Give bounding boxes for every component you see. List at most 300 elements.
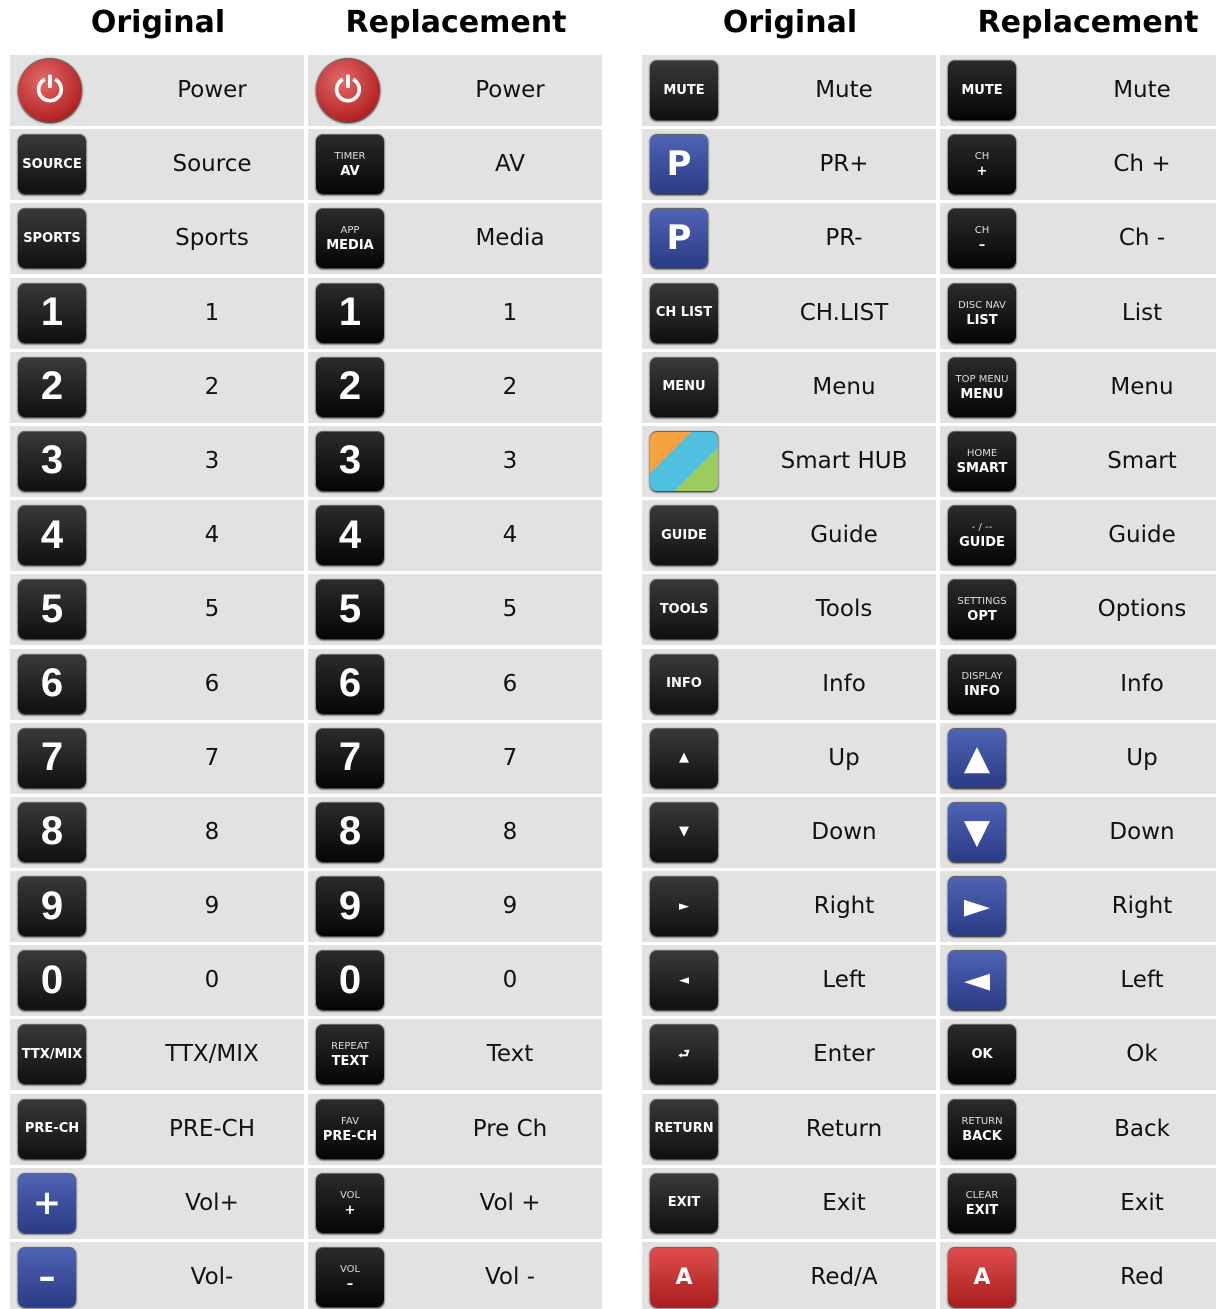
- replacement-cell: [308, 871, 602, 942]
- button-secondary-label: CH: [974, 151, 990, 163]
- replacement-label: 9: [502, 893, 518, 920]
- digit-6-icon: [316, 654, 384, 714]
- replacement-cell: [308, 649, 602, 720]
- table-row: [10, 129, 602, 203]
- button-main-label: –: [346, 1277, 354, 1292]
- table-row: [642, 797, 1216, 871]
- right-header-row: [642, 0, 1216, 55]
- replacement-label: Smart: [1107, 447, 1177, 474]
- ok-button-icon: [948, 1024, 1016, 1084]
- table-row: [10, 945, 602, 1019]
- ch-plus-icon: [948, 134, 1016, 194]
- replacement-label: 6: [502, 670, 518, 697]
- original-cell: [642, 278, 936, 349]
- original-label: PR+: [819, 151, 869, 178]
- replacement-label: 3: [502, 447, 518, 474]
- original-label: 6: [204, 670, 220, 697]
- replacement-cell: [308, 278, 602, 349]
- pr-minus-icon: [650, 208, 708, 268]
- button-secondary-label: REPEAT: [331, 1041, 369, 1053]
- button-secondary-label: - / --: [971, 522, 993, 534]
- table-row: [10, 574, 602, 648]
- source-button-icon: [18, 134, 86, 194]
- replacement-label: 5: [502, 596, 518, 623]
- original-cell: [642, 203, 936, 274]
- header-original: Original: [90, 5, 226, 40]
- header-replacement: Replacement: [977, 5, 1199, 40]
- right-arrow-icon: [948, 876, 1006, 936]
- button-main-label: 9: [40, 883, 64, 928]
- replacement-cell: [940, 871, 1216, 942]
- power-icon: [316, 58, 380, 122]
- digit-9-icon: [316, 876, 384, 936]
- button-secondary-label: DISPLAY: [961, 670, 1003, 682]
- button-main-label: RETURN: [654, 1121, 714, 1137]
- button-main-label: +: [344, 1202, 356, 1218]
- replacement-cell: [308, 352, 602, 423]
- original-cell: [10, 55, 304, 126]
- replacement-label: 4: [502, 522, 518, 549]
- original-cell: [10, 649, 304, 720]
- table-row: [10, 723, 602, 797]
- original-label: Tools: [815, 596, 873, 623]
- replacement-cell: [940, 723, 1216, 794]
- original-cell: [10, 1242, 304, 1309]
- original-cell: [10, 426, 304, 497]
- button-main-label: MUTE: [663, 82, 705, 98]
- original-cell: [10, 871, 304, 942]
- replacement-label: Vol +: [479, 1189, 541, 1216]
- button-main-label: 7: [338, 735, 362, 780]
- original-label: 7: [204, 744, 220, 771]
- replacement-cell: [308, 129, 602, 200]
- button-secondary-label: TIMER: [334, 151, 366, 163]
- media-button-icon: [316, 208, 384, 268]
- original-label: 5: [204, 596, 220, 623]
- button-main-label: 0: [338, 957, 362, 1002]
- button-main-label: INFO: [666, 676, 702, 691]
- digit-3-icon: [316, 431, 384, 491]
- digit-2-icon: [316, 357, 384, 417]
- original-cell: [10, 1168, 304, 1239]
- button-secondary-label: CLEAR: [965, 1189, 999, 1201]
- button-main-label: MUTE: [961, 82, 1003, 98]
- table-row: [642, 203, 1216, 277]
- button-main-label: OPT: [967, 609, 997, 625]
- button-main-label: SOURCE: [22, 156, 82, 172]
- button-main-label: INFO: [964, 683, 1000, 699]
- replacement-cell: [940, 500, 1216, 571]
- left-arrow-icon: [650, 950, 718, 1010]
- table-row: [10, 278, 602, 352]
- replacement-label: Ch -: [1118, 225, 1166, 252]
- info-button-icon: [948, 654, 1016, 714]
- smart-hub-icon: [650, 431, 718, 491]
- menu-button-icon: [948, 357, 1016, 417]
- table-row: [642, 278, 1216, 352]
- original-cell: [642, 1019, 936, 1090]
- original-label: Red/A: [810, 1264, 878, 1290]
- table-row: [642, 1242, 1216, 1309]
- replacement-cell: [940, 1094, 1216, 1165]
- original-cell: [10, 500, 304, 571]
- replacement-cell: [308, 500, 602, 571]
- table-row: [642, 1168, 1216, 1242]
- replacement-label: List: [1121, 299, 1163, 326]
- button-main-label: GUIDE: [959, 535, 1005, 551]
- enter-icon: [650, 1024, 718, 1084]
- original-cell: [642, 797, 936, 868]
- right-arrow-icon: [650, 876, 718, 936]
- replacement-cell: [940, 203, 1216, 274]
- original-label: PR-: [825, 225, 863, 252]
- button-main-label: +: [32, 1182, 62, 1223]
- digit-6-icon: [18, 654, 86, 714]
- button-main-label: –: [978, 238, 986, 254]
- original-cell: [10, 1094, 304, 1165]
- replacement-cell: [308, 797, 602, 868]
- original-label: Left: [822, 967, 866, 994]
- digit-5-icon: [18, 579, 86, 639]
- original-label: Up: [828, 744, 860, 771]
- left-arrow-icon: [948, 950, 1006, 1010]
- original-cell: [642, 1094, 936, 1165]
- original-label: Power: [177, 77, 247, 103]
- power-icon: [18, 58, 82, 122]
- replacement-label: Pre Ch: [472, 1115, 548, 1142]
- exit-button-icon: [948, 1173, 1016, 1233]
- button-main-label: ▲: [679, 750, 689, 766]
- table-row: [10, 1094, 602, 1168]
- replacement-cell: [940, 352, 1216, 423]
- replacement-cell: [308, 1094, 602, 1165]
- button-main-label: AV: [340, 164, 360, 180]
- button-main-label: PRE-CH: [322, 1128, 378, 1144]
- replacement-label: Vol -: [484, 1264, 536, 1290]
- button-main-label: TOOLS: [659, 601, 709, 617]
- original-label: Exit: [822, 1189, 866, 1216]
- replacement-cell: [308, 723, 602, 794]
- button-secondary-label: RETURN: [961, 1115, 1003, 1127]
- menu-button-icon: [650, 357, 718, 417]
- button-main-label: 3: [338, 438, 362, 483]
- original-label: TTX/MIX: [165, 1041, 259, 1068]
- replacement-label: Options: [1097, 596, 1187, 623]
- vol-minus-icon: [316, 1247, 384, 1307]
- original-label: Smart HUB: [780, 447, 908, 474]
- replacement-label: Back: [1114, 1115, 1170, 1142]
- table-row: [10, 55, 602, 129]
- replacement-label: Up: [1126, 744, 1158, 771]
- replacement-label: 2: [502, 373, 518, 400]
- replacement-cell: [940, 1242, 1216, 1309]
- replacement-cell: [308, 1168, 602, 1239]
- button-main-label: A: [973, 1264, 991, 1290]
- table-row: [642, 649, 1216, 723]
- pr-plus-icon: [650, 134, 708, 194]
- text-button-icon: [316, 1024, 384, 1084]
- replacement-cell: [308, 1019, 602, 1090]
- ch-list-button-icon: [650, 283, 718, 343]
- original-cell: [642, 945, 936, 1016]
- original-label: Vol-: [190, 1264, 234, 1290]
- digit-1-icon: [316, 283, 384, 343]
- av-button-icon: [316, 134, 384, 194]
- button-main-label: ▼: [679, 824, 689, 840]
- ch-minus-icon: [948, 208, 1016, 268]
- button-main-label: 3: [40, 438, 64, 483]
- table-row: [10, 1168, 602, 1242]
- original-label: Down: [811, 818, 877, 845]
- original-label: 4: [204, 522, 220, 549]
- original-cell: [10, 723, 304, 794]
- digit-8-icon: [316, 802, 384, 862]
- original-cell: [642, 129, 936, 200]
- button-main-label: 0: [40, 957, 64, 1002]
- replacement-label: Left: [1120, 967, 1164, 994]
- button-main-label: +: [976, 164, 988, 180]
- button-main-label: MEDIA: [326, 238, 374, 254]
- replacement-cell: [308, 1242, 602, 1309]
- button-main-label: 1: [40, 290, 64, 335]
- replacement-cell: [940, 278, 1216, 349]
- original-label: Sports: [175, 225, 249, 252]
- original-cell: [642, 500, 936, 571]
- table-row: [10, 1242, 602, 1309]
- button-main-label: P: [666, 218, 692, 259]
- replacement-label: Down: [1109, 818, 1175, 845]
- digit-7-icon: [316, 728, 384, 788]
- button-main-label: 4: [40, 512, 64, 557]
- replacement-cell: [308, 55, 602, 126]
- button-secondary-label: TOP MENU: [955, 373, 1009, 385]
- digit-3-icon: [18, 431, 86, 491]
- button-main-label: SMART: [956, 460, 1008, 476]
- replacement-cell: [940, 55, 1216, 126]
- table-row: [642, 352, 1216, 426]
- tools-button-icon: [650, 579, 718, 639]
- replacement-cell: [940, 1168, 1216, 1239]
- button-secondary-label: SETTINGS: [957, 596, 1007, 608]
- replacement-label: Red: [1120, 1264, 1164, 1290]
- original-cell: [10, 574, 304, 645]
- button-main-label: EXIT: [965, 1202, 999, 1218]
- replacement-label: Mute: [1113, 77, 1171, 103]
- up-arrow-icon: [948, 728, 1006, 788]
- table-row: [642, 129, 1216, 203]
- button-secondary-label: HOME: [966, 447, 998, 459]
- exit-button-icon: [650, 1173, 718, 1233]
- button-main-label: 8: [338, 809, 362, 854]
- digit-8-icon: [18, 802, 86, 862]
- return-button-icon: [650, 1099, 718, 1159]
- original-label: 1: [204, 299, 220, 326]
- down-arrow-icon: [650, 802, 718, 862]
- button-main-label: ⮐: [678, 1046, 690, 1062]
- original-label: Enter: [813, 1041, 875, 1068]
- original-cell: [10, 129, 304, 200]
- mute-button-icon: [948, 60, 1016, 120]
- button-main-label: 2: [40, 364, 64, 409]
- original-cell: [642, 1242, 936, 1309]
- button-main-label: CH LIST: [655, 305, 713, 321]
- guide-button-icon: [948, 505, 1016, 565]
- left-header-row: [10, 0, 602, 55]
- original-cell: [10, 352, 304, 423]
- replacement-cell: [308, 426, 602, 497]
- original-cell: [642, 426, 936, 497]
- original-cell: [642, 649, 936, 720]
- button-main-label: ►: [963, 886, 991, 927]
- button-main-label: 5: [338, 586, 362, 631]
- back-button-icon: [948, 1099, 1016, 1159]
- original-label: Menu: [812, 373, 876, 400]
- button-main-label: 6: [338, 661, 362, 705]
- button-main-label: GUIDE: [661, 527, 707, 543]
- replacement-label: Media: [475, 225, 545, 252]
- table-row: [642, 871, 1216, 945]
- guide-button-icon: [650, 505, 718, 565]
- table-row: [642, 945, 1216, 1019]
- button-main-label: BACK: [962, 1128, 1002, 1144]
- button-main-label: ▼: [963, 811, 991, 852]
- replacement-label: 0: [502, 967, 518, 994]
- original-cell: [642, 574, 936, 645]
- original-label: Return: [805, 1115, 883, 1142]
- replacement-label: Text: [486, 1041, 534, 1068]
- original-label: 8: [204, 818, 220, 845]
- info-button-icon: [650, 654, 718, 714]
- red-a-button-icon: [650, 1247, 718, 1307]
- original-cell: [642, 1168, 936, 1239]
- header-original: Original: [722, 5, 858, 40]
- opt-button-icon: [948, 579, 1016, 639]
- down-arrow-icon: [948, 802, 1006, 862]
- mute-button-icon: [650, 60, 718, 120]
- replacement-label: Menu: [1110, 373, 1174, 400]
- replacement-label: Ok: [1126, 1041, 1158, 1068]
- original-label: CH.LIST: [799, 299, 889, 326]
- replacement-cell: [940, 649, 1216, 720]
- digit-4-icon: [316, 505, 384, 565]
- replacement-label: Ch +: [1113, 151, 1171, 178]
- replacement-cell: [308, 574, 602, 645]
- button-main-label: 1: [338, 290, 362, 335]
- table-row: [642, 723, 1216, 797]
- replacement-cell: [308, 203, 602, 274]
- table-row: [10, 203, 602, 277]
- original-cell: [10, 797, 304, 868]
- digit-2-icon: [18, 357, 86, 417]
- replacement-cell: [940, 797, 1216, 868]
- table-row: [642, 1019, 1216, 1093]
- button-main-label: TTX/MIX: [21, 1046, 83, 1062]
- original-label: 3: [204, 447, 220, 474]
- button-main-label: –: [38, 1257, 56, 1297]
- replacement-cell: [940, 574, 1216, 645]
- digit-4-icon: [18, 505, 86, 565]
- original-label: Vol+: [185, 1189, 239, 1216]
- button-secondary-label: CH: [974, 225, 990, 237]
- button-main-label: ⏻: [334, 70, 362, 110]
- right-table: [642, 0, 1216, 1309]
- table-row: [642, 1094, 1216, 1168]
- pre-ch-button-icon: [316, 1099, 384, 1159]
- original-cell: [642, 352, 936, 423]
- replacement-label: AV: [495, 151, 525, 178]
- button-main-label: 8: [40, 809, 64, 854]
- original-label: Info: [822, 670, 866, 697]
- header-replacement: Replacement: [345, 5, 567, 40]
- replacement-label: 7: [502, 744, 518, 771]
- replacement-cell: [940, 1019, 1216, 1090]
- button-main-label: ⏻: [36, 70, 64, 110]
- left-table: [10, 0, 602, 1309]
- replacement-cell: [940, 129, 1216, 200]
- replacement-label: 8: [502, 818, 518, 845]
- table-row: [642, 55, 1216, 129]
- red-a-button-icon: [948, 1247, 1016, 1307]
- original-cell: [10, 203, 304, 274]
- replacement-cell: [308, 945, 602, 1016]
- replacement-label: Power: [475, 77, 545, 103]
- button-main-label: ◄: [679, 972, 689, 988]
- button-main-label: ▲: [963, 737, 991, 778]
- replacement-cell: [940, 426, 1216, 497]
- button-main-label: P: [666, 144, 692, 185]
- digit-0-icon: [18, 950, 86, 1010]
- button-main-label: ◄: [963, 960, 991, 1001]
- replacement-label: Right: [1111, 893, 1173, 920]
- original-label: Right: [813, 893, 875, 920]
- original-cell: [10, 1019, 304, 1090]
- original-label: Guide: [810, 522, 878, 549]
- vol-plus-icon: [18, 1173, 76, 1233]
- table-row: [10, 426, 602, 500]
- button-main-label: LIST: [966, 312, 998, 328]
- button-main-label: ►: [679, 898, 689, 914]
- button-secondary-label: VOL: [339, 1264, 361, 1275]
- digit-1-icon: [18, 283, 86, 343]
- button-main-label: 7: [40, 735, 64, 780]
- button-main-label: 2: [338, 364, 362, 409]
- table-row: [10, 797, 602, 871]
- button-main-label: MENU: [662, 379, 706, 395]
- original-label: Mute: [815, 77, 873, 103]
- pre-ch-button-icon: [18, 1099, 86, 1159]
- table-row: [642, 500, 1216, 574]
- sports-button-icon: [18, 208, 86, 268]
- replacement-label: Info: [1120, 670, 1164, 697]
- table-row: [642, 574, 1216, 648]
- button-main-label: EXIT: [667, 1195, 701, 1211]
- table-row: [642, 426, 1216, 500]
- button-main-label: 4: [338, 512, 362, 557]
- table-row: [10, 871, 602, 945]
- button-main-label: A: [675, 1264, 693, 1290]
- button-secondary-label: APP: [340, 225, 360, 237]
- digit-5-icon: [316, 579, 384, 639]
- original-cell: [642, 871, 936, 942]
- button-main-label: TEXT: [331, 1054, 369, 1070]
- original-label: 0: [204, 967, 220, 994]
- digit-9-icon: [18, 876, 86, 936]
- replacement-label: Exit: [1120, 1189, 1164, 1216]
- original-cell: [10, 945, 304, 1016]
- table-row: [10, 352, 602, 426]
- original-label: 9: [204, 893, 220, 920]
- button-main-label: OK: [971, 1046, 993, 1062]
